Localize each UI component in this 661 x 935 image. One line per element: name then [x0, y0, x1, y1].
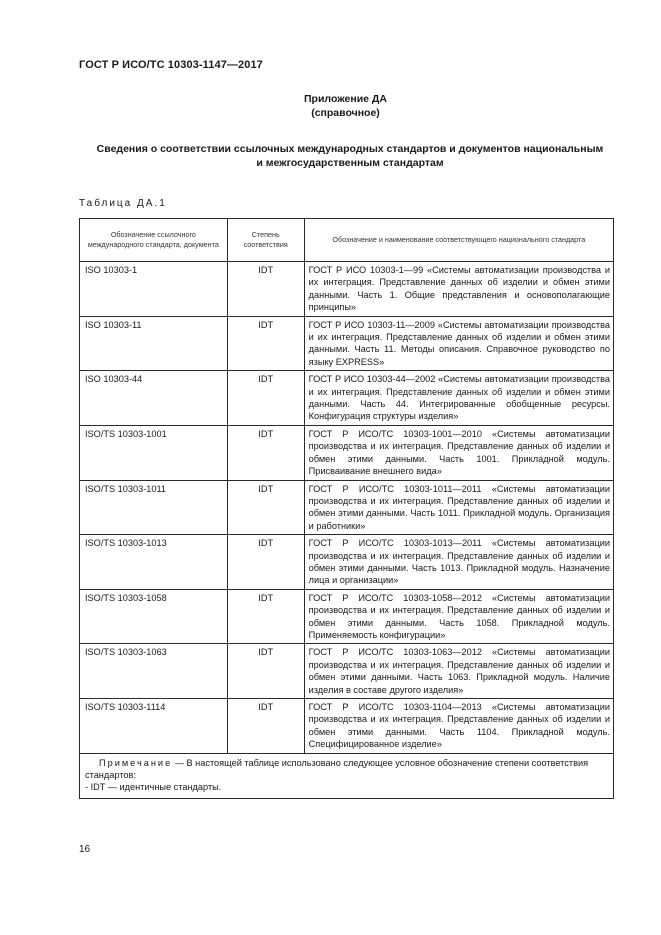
table-row [80, 644, 614, 699]
table-row [80, 316, 614, 371]
cell-national-standard: ГОСТ Р ИСО 10303-11—2009 «Системы автоматизации производства и их интеграция. Представление данных об изделии и обмен этими данными. Часть 11. Методы описания. Справочное руководство по языку EXPRESS» [304, 316, 613, 371]
correspondence-table [79, 218, 614, 799]
table-note [80, 753, 614, 798]
table-header-row [80, 219, 614, 262]
note-lead: Примечание [99, 757, 173, 768]
appendix-subtitle: (справочное) [311, 107, 380, 119]
cell-reference: ISO/TS 10303-1013 [80, 535, 228, 590]
cell-reference: ISO/TS 10303-1058 [80, 589, 228, 644]
table-row [80, 262, 614, 317]
cell-national-standard: ГОСТ Р ИСО/ТС 10303-1001—2010 «Системы автоматизации производства и их интеграция. Представление данных об изделии и обмен этими данными. Часть 1001. Прикладной модуль. Присваивание внешнего вида» [304, 425, 613, 480]
table-row [80, 425, 614, 480]
cell-reference: ISO/TS 10303-1114 [80, 699, 228, 754]
appendix-heading [0, 92, 661, 120]
header-degree: Степень соответствия [227, 219, 304, 262]
cell-degree: IDT [227, 589, 304, 644]
table-label: Таблица ДА.1 [79, 198, 167, 209]
cell-reference: ISO/TS 10303-1063 [80, 644, 228, 699]
cell-degree: IDT [227, 480, 304, 535]
note-item: - IDT — идентичные стандарты. [85, 782, 222, 793]
cell-reference: ISO/TS 10303-1001 [80, 425, 228, 480]
cell-degree: IDT [227, 644, 304, 699]
table-note-row [80, 753, 614, 798]
header-reference-standard: Обозначение ссылочного международного стандарта, документа [80, 219, 228, 262]
cell-national-standard: ГОСТ Р ИСО/ТС 10303-1011—2011 «Системы автоматизации производства и их интеграция. Представление данных об изделии и обмен этими данными. Часть 1011. Прикладной модуль. Организация и работники» [304, 480, 613, 535]
cell-degree: IDT [227, 371, 304, 426]
cell-degree: IDT [227, 316, 304, 371]
cell-national-standard: ГОСТ Р ИСО/ТС 10303-1058—2012 «Системы автоматизации производства и их интеграция. Представление данных об изделии и обмен этими данными. Часть 1058. Прикладной модуль. Применяемость конфигурации» [304, 589, 613, 644]
table-row [80, 699, 614, 754]
section-title [60, 142, 640, 170]
document-header: ГОСТ Р ИСО/ТС 10303-1147—2017 [79, 59, 263, 71]
table-row [80, 371, 614, 426]
cell-national-standard: ГОСТ Р ИСО 10303-1—99 «Системы автоматизации производства и их интеграция. Представление данных об изделии и обмен этими данными. Часть 1. Общие представления и основополагающие принципы» [304, 262, 613, 317]
appendix-title: Приложение ДА [304, 93, 387, 105]
cell-national-standard: ГОСТ Р ИСО/ТС 10303-1104—2013 «Системы автоматизации производства и их интеграция. Представление данных об изделии и обмен этими данными. Часть 1104. Прикладной модуль. Специфицированное изделие» [304, 699, 613, 754]
cell-degree: IDT [227, 699, 304, 754]
cell-reference: ISO/TS 10303-1011 [80, 480, 228, 535]
cell-degree: IDT [227, 535, 304, 590]
page-number: 16 [79, 844, 91, 855]
note-text: — В настоящей таблице использовано следующее условное обозначение степени соответствия стандартов: [85, 757, 589, 781]
cell-degree: IDT [227, 425, 304, 480]
cell-national-standard: ГОСТ Р ИСО 10303-44—2002 «Системы автоматизации производства и их интеграция. Представление данных об изделии и обмен этими данными. Часть 44. Интегрированные обобщенные ресурсы. Конфигурация структуры изделия» [304, 371, 613, 426]
cell-national-standard: ГОСТ Р ИСО/ТС 10303-1013—2011 «Системы автоматизации производства и их интеграция. Представление данных об изделии и обмен этими данными. Часть 1013. Прикладной модуль. Назначение лица и организации» [304, 535, 613, 590]
header-national-standard: Обозначение и наименование соответствующего национального стандарта [304, 219, 613, 262]
cell-reference: ISO 10303-44 [80, 371, 228, 426]
cell-national-standard: ГОСТ Р ИСО/ТС 10303-1063—2012 «Системы автоматизации производства и их интеграция. Представление данных об изделии и обмен этими данными. Часть 1063. Прикладной модуль. Наличие изделия в составе другого изделия» [304, 644, 613, 699]
cell-degree: IDT [227, 262, 304, 317]
table-row [80, 589, 614, 644]
section-title-line2: и межгосударственным стандартам [256, 157, 444, 169]
table-row [80, 480, 614, 535]
table-row [80, 535, 614, 590]
cell-reference: ISO 10303-1 [80, 262, 228, 317]
section-title-line1: Сведения о соответствии ссылочных международных стандартов и документов национальным [96, 143, 604, 155]
cell-reference: ISO 10303-11 [80, 316, 228, 371]
